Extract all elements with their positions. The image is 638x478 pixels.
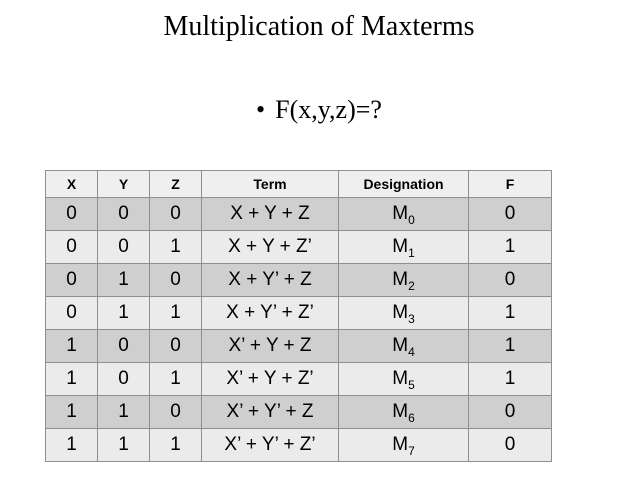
- cell-x: 1: [46, 429, 98, 462]
- cell-f: 1: [469, 330, 552, 363]
- header-y: Y: [98, 171, 150, 198]
- cell-z: 1: [150, 363, 202, 396]
- cell-designation: [339, 330, 469, 363]
- designation-letter: M: [392, 434, 409, 455]
- cell-x: 1: [46, 396, 98, 429]
- cell-y: 1: [98, 396, 150, 429]
- table-row: [46, 429, 552, 462]
- table-row: [46, 396, 552, 429]
- cell-f: 1: [469, 363, 552, 396]
- cell-z: 0: [150, 396, 202, 429]
- designation-letter: M: [392, 203, 409, 224]
- cell-x: 1: [46, 330, 98, 363]
- bullet-icon: •: [256, 95, 266, 124]
- cell-x: 0: [46, 231, 98, 264]
- maxterm-table: [45, 170, 552, 462]
- table-row: [46, 363, 552, 396]
- cell-y: 1: [98, 429, 150, 462]
- header-z: Z: [150, 171, 202, 198]
- designation-letter: M: [392, 401, 409, 422]
- cell-x: 1: [46, 363, 98, 396]
- cell-y: 1: [98, 297, 150, 330]
- cell-term: X’ + Y + Z: [202, 330, 339, 363]
- cell-term: X + Y’ + Z’: [202, 297, 339, 330]
- cell-y: 0: [98, 330, 150, 363]
- designation-subscript: 3: [408, 312, 415, 326]
- cell-term: X + Y + Z: [202, 198, 339, 231]
- designation-letter: M: [392, 368, 409, 389]
- cell-f: 0: [469, 396, 552, 429]
- designation-letter: M: [392, 236, 409, 257]
- designation-subscript: 0: [408, 213, 415, 227]
- designation-subscript: 4: [408, 345, 415, 359]
- header-f: F: [469, 171, 552, 198]
- cell-f: 0: [469, 264, 552, 297]
- designation-subscript: 1: [408, 246, 415, 260]
- table-row: [46, 330, 552, 363]
- header-designation: Designation: [339, 171, 469, 198]
- cell-f: 0: [469, 198, 552, 231]
- cell-x: 0: [46, 264, 98, 297]
- slide-title: Multiplication of Maxterms: [163, 11, 475, 42]
- designation-subscript: 5: [408, 378, 415, 392]
- designation-letter: M: [392, 269, 409, 290]
- header-term: Term: [202, 171, 339, 198]
- cell-designation: [339, 297, 469, 330]
- cell-designation: [339, 396, 469, 429]
- cell-x: 0: [46, 297, 98, 330]
- cell-z: 0: [150, 264, 202, 297]
- table-row: [46, 231, 552, 264]
- designation-subscript: 2: [408, 279, 415, 293]
- cell-designation: [339, 264, 469, 297]
- designation-letter: M: [392, 335, 409, 356]
- cell-f: 1: [469, 297, 552, 330]
- cell-f: 0: [469, 429, 552, 462]
- table-row: [46, 264, 552, 297]
- cell-y: 0: [98, 231, 150, 264]
- header-x: X: [46, 171, 98, 198]
- cell-designation: [339, 429, 469, 462]
- cell-x: 0: [46, 198, 98, 231]
- cell-z: 0: [150, 198, 202, 231]
- cell-term: X’ + Y’ + Z: [202, 396, 339, 429]
- cell-term: X’ + Y + Z’: [202, 363, 339, 396]
- designation-subscript: 6: [408, 411, 415, 425]
- cell-term: X + Y + Z’: [202, 231, 339, 264]
- cell-designation: [339, 231, 469, 264]
- designation-subscript: 7: [408, 444, 415, 458]
- table-row: [46, 198, 552, 231]
- cell-designation: [339, 363, 469, 396]
- cell-y: 1: [98, 264, 150, 297]
- cell-term: X + Y’ + Z: [202, 264, 339, 297]
- cell-designation: [339, 198, 469, 231]
- cell-z: 1: [150, 297, 202, 330]
- cell-y: 0: [98, 198, 150, 231]
- bullet-question: [0, 94, 638, 126]
- table-row: [46, 297, 552, 330]
- cell-term: X’ + Y’ + Z’: [202, 429, 339, 462]
- cell-f: 1: [469, 231, 552, 264]
- cell-z: 0: [150, 330, 202, 363]
- cell-z: 1: [150, 231, 202, 264]
- bullet-text: F(x,y,z)=?: [275, 95, 382, 124]
- cell-z: 1: [150, 429, 202, 462]
- table-header-row: [46, 171, 552, 198]
- designation-letter: M: [392, 302, 409, 323]
- cell-y: 0: [98, 363, 150, 396]
